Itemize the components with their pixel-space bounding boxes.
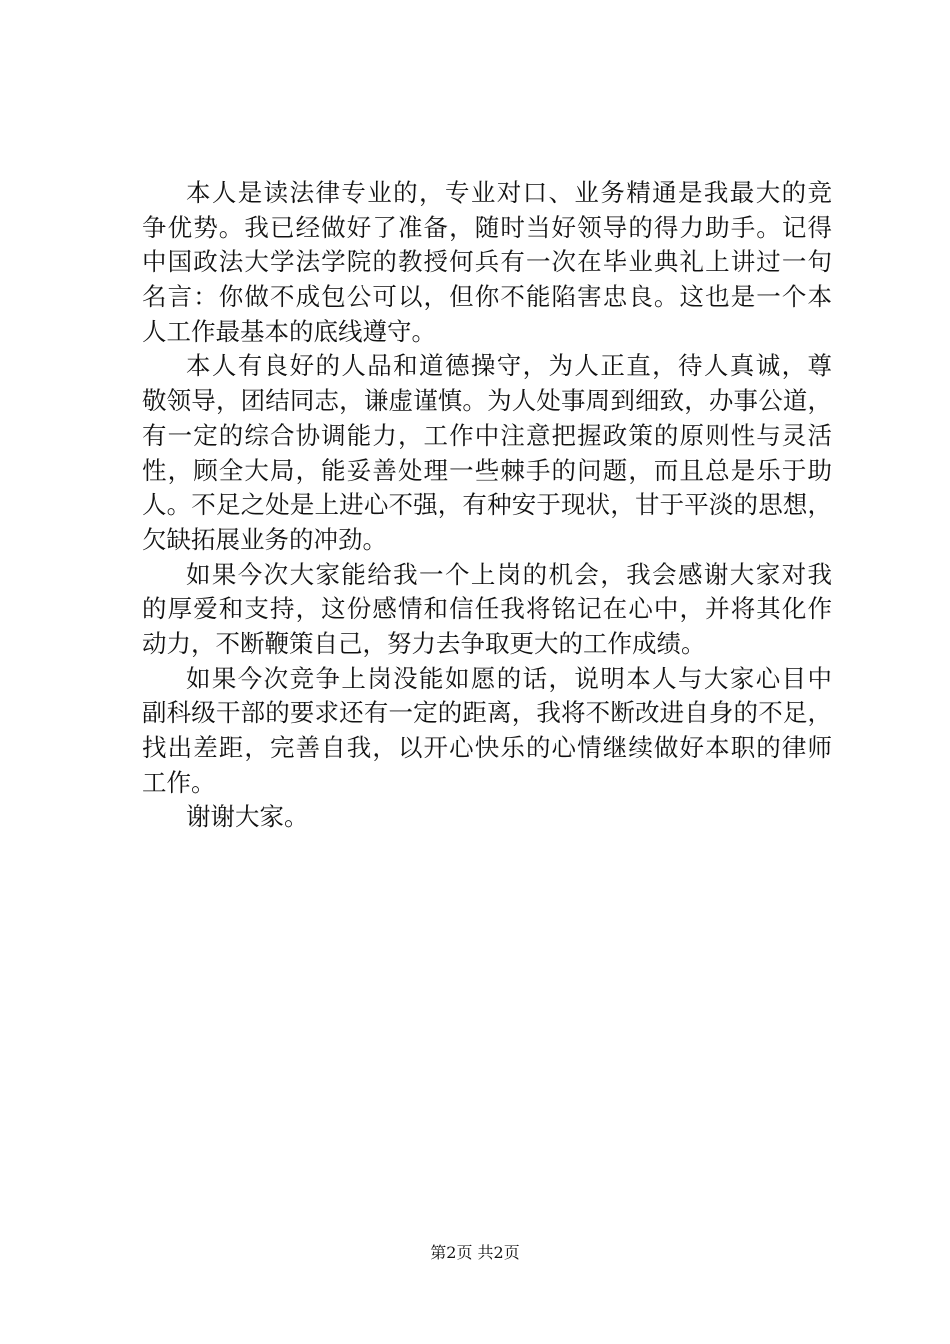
- text-line: 名言：你做不成包公可以，但你不能陷害忠良。这也是一个本: [142, 282, 832, 312]
- text-line: 人工作最基本的底线遵守。: [142, 316, 436, 346]
- text-line: 找出差距，完善自我，以开心快乐的心情继续做好本职的律师: [142, 733, 832, 762]
- text-line: 欠缺拓展业务的冲劲。: [142, 524, 387, 554]
- text-line: 敬领导，团结同志，谦虚谨慎。为人处事周到细致，办事公道，: [142, 386, 832, 416]
- text-line: 争优势。我已经做好了准备，随时当好领导的得力助手。记得: [142, 212, 832, 242]
- text-line: 动力，不断鞭策自己，努力去争取更大的工作成绩。: [142, 628, 706, 658]
- paragraph: [142, 176, 832, 349]
- text-line: 本人是读法律专业的，专业对口、业务精通是我最大的竞: [186, 178, 832, 207]
- text-line: 本人有良好的人品和道德操守，为人正直，待人真诚，尊: [186, 351, 832, 381]
- paragraph: [142, 349, 832, 557]
- text-line: 有一定的综合协调能力，工作中注意把握政策的原则性与灵活: [142, 420, 832, 450]
- text-line: 人。不足之处是上进心不强，有种安于现状，甘于平淡的思想，: [142, 490, 832, 520]
- page-footer: [0, 1242, 950, 1264]
- paragraph: [142, 662, 832, 801]
- paragraph: [142, 800, 832, 835]
- text-line: 谢谢大家。: [186, 802, 309, 832]
- text-line: 如果今次竞争上岗没能如愿的话，说明本人与大家心目中: [186, 663, 832, 693]
- page-number: 第2页 共2页: [430, 1243, 520, 1262]
- text-line: 性，顾全大局，能妥善处理一些棘手的问题，而且总是乐于助: [142, 455, 832, 485]
- text-line: 的厚爱和支持，这份感情和信任我将铭记在心中，并将其化作: [142, 594, 832, 624]
- text-line: 如果今次大家能给我一个上岗的机会，我会感谢大家对我: [186, 559, 832, 589]
- document-body: [142, 176, 832, 835]
- text-line: 副科级干部的要求还有一定的距离，我将不断改进自身的不足，: [142, 698, 832, 728]
- paragraph: [142, 558, 832, 662]
- text-line: 工作。: [142, 767, 216, 797]
- text-line: 中国政法大学法学院的教授何兵有一次在毕业典礼上讲过一句: [142, 247, 832, 277]
